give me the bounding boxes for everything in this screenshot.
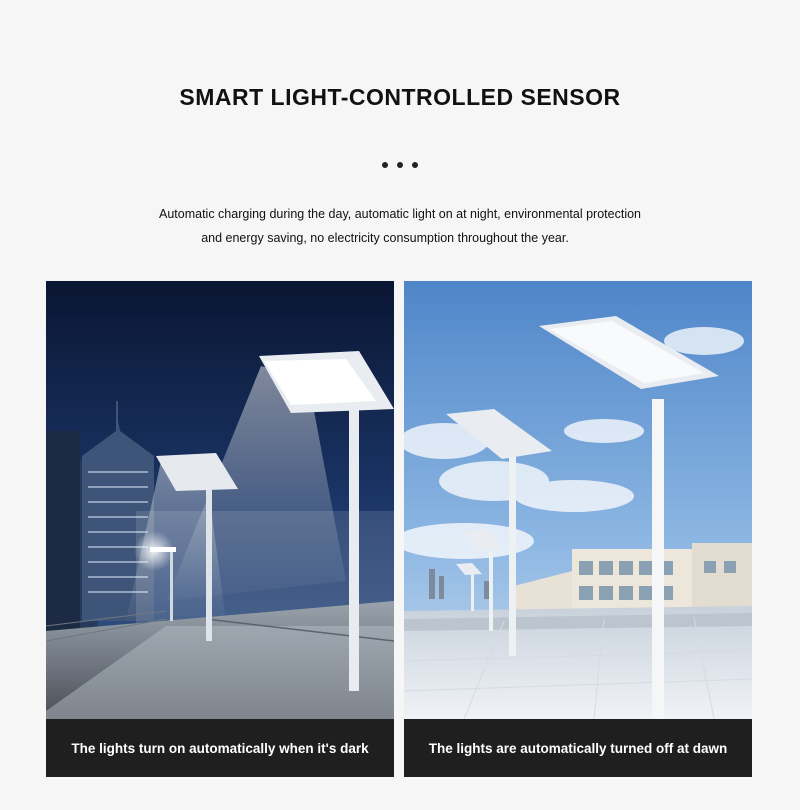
- dot: [397, 162, 403, 168]
- day-caption: The lights are automatically turned off at dawn: [404, 719, 752, 777]
- separator-dots: [0, 162, 800, 168]
- dot: [412, 162, 418, 168]
- dot: [382, 162, 388, 168]
- description: [100, 202, 700, 250]
- night-scene-image: [46, 281, 394, 777]
- day-scene-panel: [404, 281, 752, 777]
- page-title: SMART LIGHT-CONTROLLED SENSOR: [179, 84, 621, 110]
- description-line-2: and energy saving, no electricity consumption throughout the year.: [201, 231, 569, 245]
- night-caption: The lights turn on automatically when it's dark: [46, 719, 394, 777]
- day-scene-image: [404, 281, 752, 777]
- description-line-1: Automatic charging during the day, automatic light on at night, environmental protection: [159, 207, 641, 221]
- night-scene-panel: [46, 281, 394, 777]
